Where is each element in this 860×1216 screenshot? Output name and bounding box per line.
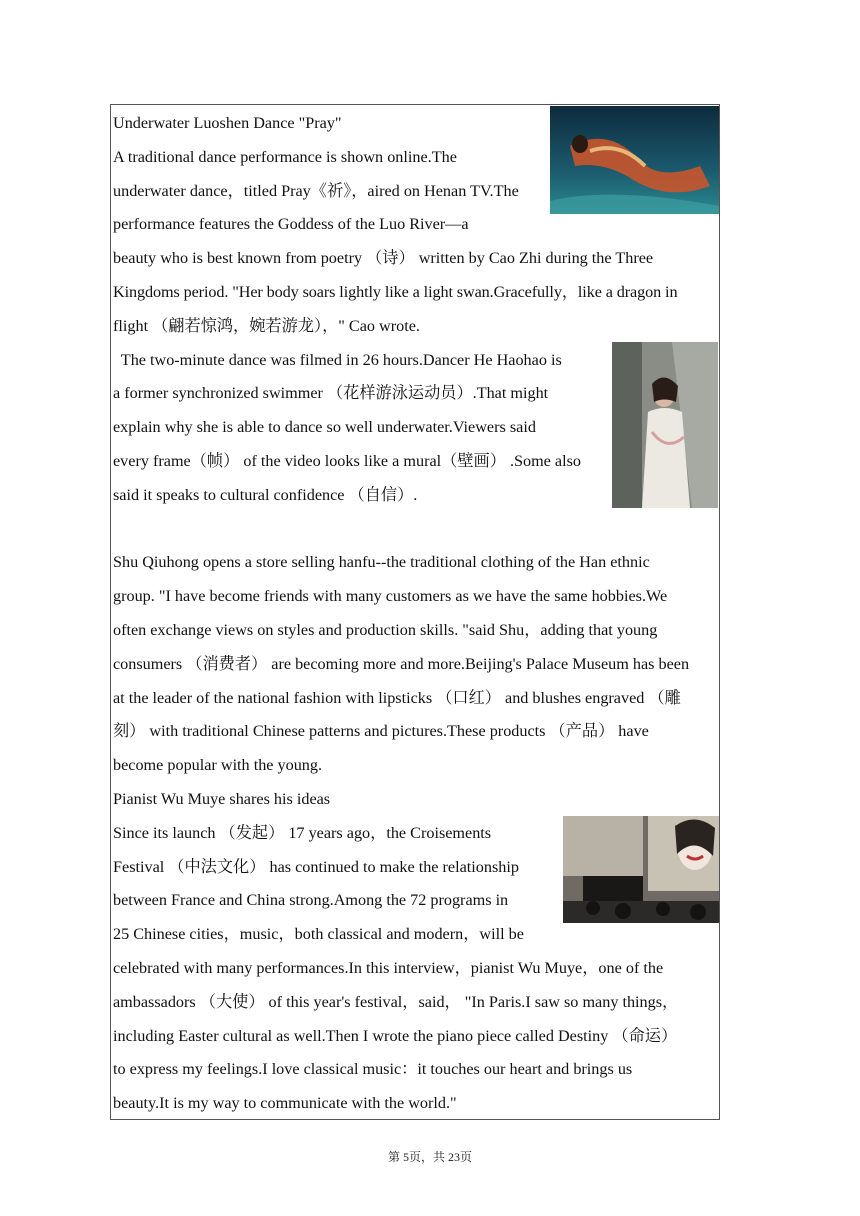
blank-line (113, 513, 719, 547)
line: often exchange views on styles and production skills. "said Shu，adding that young (113, 620, 658, 639)
line: every frame（帧） of the video looks like a mural（壁画） .Some also (113, 451, 581, 470)
line: ambassadors （大使） of this year's festival，said， "In Paris.I saw so many things， (113, 992, 679, 1011)
line: Shu Qiuhong opens a store selling hanfu--the traditional clothing of the Han ethnic (113, 553, 650, 572)
line: Kingdoms period. "Her body soars lightly like a light swan.Gracefully，like a dragon in (113, 282, 678, 301)
section-title-pianist: Pianist Wu Muye shares his ideas (113, 789, 331, 808)
line: 25 Chinese cities，music，both classical and modern，will be (113, 925, 524, 944)
line: beauty who is best known from poetry （诗） written by Cao Zhi during the Three (113, 249, 654, 268)
line: explain why she is able to dance so well underwater.Viewers said (113, 418, 536, 437)
line: underwater dance，titled Pray《祈》，aired on Henan TV.The (113, 181, 519, 200)
article-body (113, 107, 719, 1121)
line: 刻） with traditional Chinese patterns and pictures.These products （产品） have (113, 722, 649, 741)
line: said it speaks to cultural confidence （自信）. (113, 485, 418, 504)
line: The two-minute dance was filmed in 26 hours.Dancer He Haohao is (113, 350, 562, 369)
line: consumers （消费者） are becoming more and more.Beijing's Palace Museum has been (113, 654, 690, 673)
line: including Easter cultural as well.Then I wrote the piano piece called Destiny （命运） (113, 1026, 678, 1045)
line: celebrated with many performances.In this interview，pianist Wu Muye，one of the (113, 958, 664, 977)
line: become popular with the young. (113, 756, 323, 775)
section-title-luoshen: Underwater Luoshen Dance "Pray" (113, 114, 342, 132)
line: Since its launch （发起） 17 years ago，the Croisements (113, 823, 492, 842)
line: flight （翩若惊鸿，婉若游龙），" Cao wrote. (113, 316, 420, 335)
line: between France and China strong.Among the 72 programs in (113, 891, 509, 910)
line: to express my feelings.I love classical music：it touches our heart and brings us (113, 1060, 633, 1079)
page-number: 第 5页，共 23页 (387, 1150, 472, 1164)
line: performance features the Goddess of the Luo River—a (113, 215, 469, 234)
line: A traditional dance performance is shown online.The (113, 147, 457, 166)
line: at the leader of the national fashion with lipsticks （口红） and blushes engraved （雕 (113, 688, 681, 707)
line: beauty.It is my way to communicate with the world." (113, 1094, 457, 1113)
line: group. "I have become friends with many customers as we have the same hobbies.We (113, 587, 668, 606)
line: Festival （中法文化） has continued to make the relationship (113, 857, 519, 876)
line: a former synchronized swimmer （花样游泳运动员）.That might (113, 384, 549, 403)
